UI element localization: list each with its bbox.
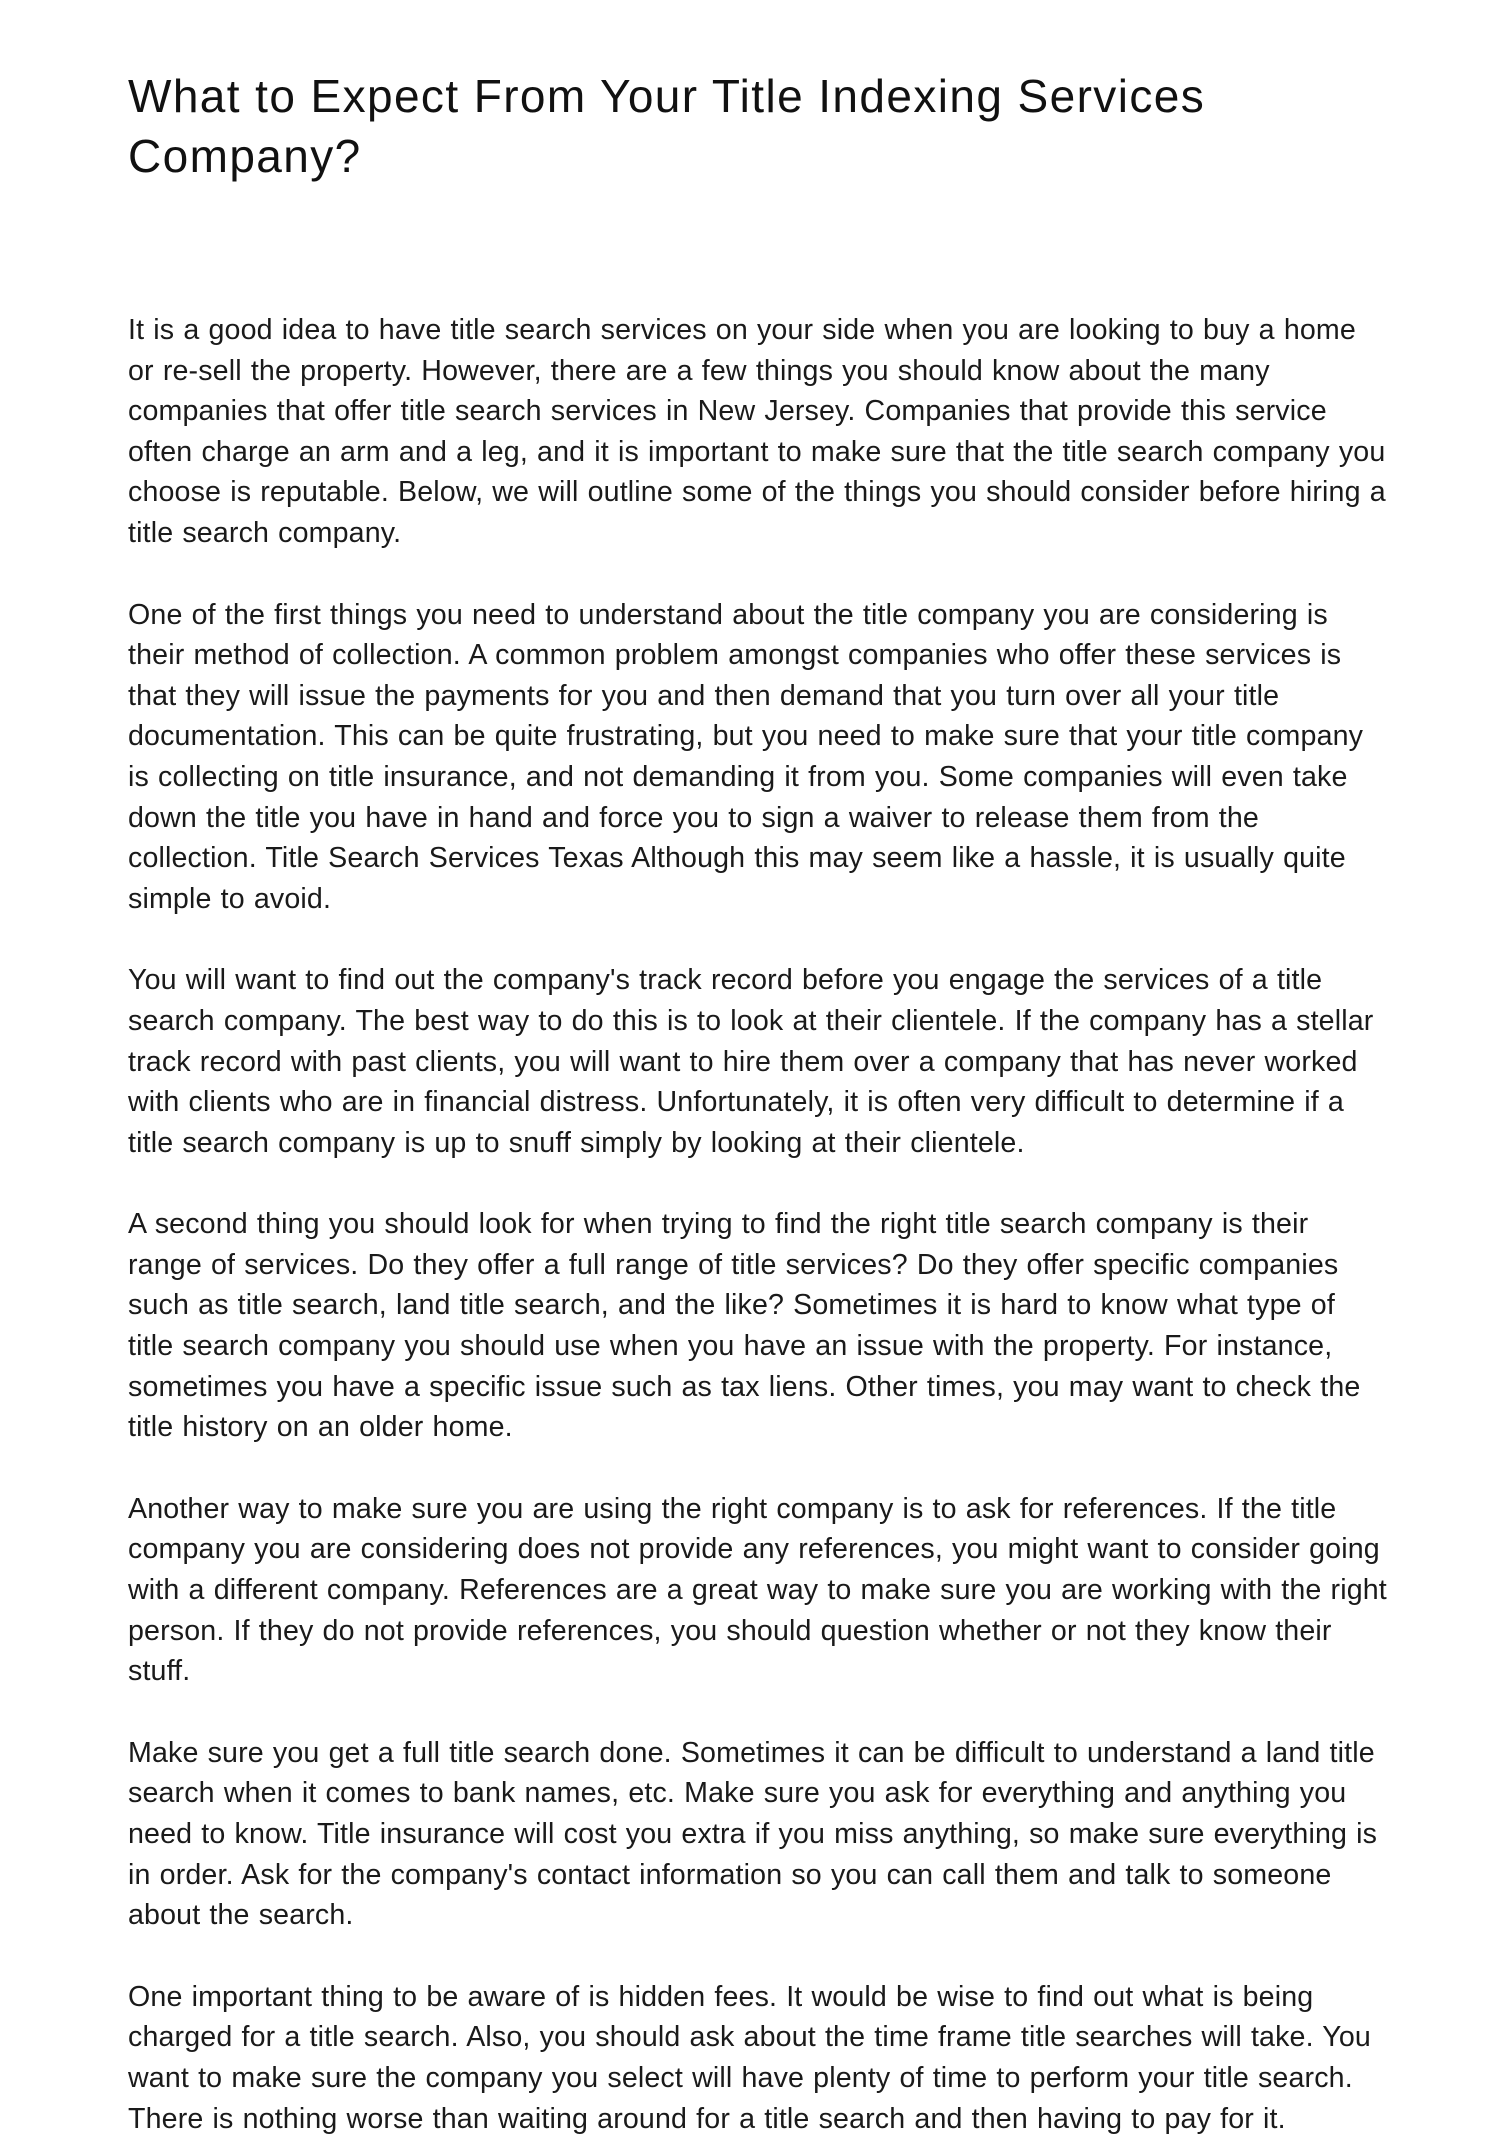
paragraph-7: One important thing to be aware of is hidden fees. It would be wise to find out what is being charged for a title search. Also, you should ask about the time frame title searches will take. You want to make sure the company you select will have plenty of time to perform your title search. There is nothing worse than waiting around for a title search and then having to pay for it. <box>128 1980 1371 2135</box>
paragraph-4: A second thing you should look for when trying to find the right title search company is their range of services. Do they offer a full range of title services? Do they offer specific companies such as title search, land title search, and the like? Sometimes it is hard to know what type of title search company you should use when you have an issue with the property. For instance, sometimes you have a specific issue such as tax liens. Other times, you may want to check the title history on an older home. <box>128 1208 1361 1444</box>
paragraph-3: You will want to find out the company's track record before you engage the services of a title search company. The best way to do this is to look at their clientele. If the company has a stellar track record with past clients, you will want to hire them over a company that has never worked with clients who are in financial distress. Unfortunately, it is often very difficult to determine if a title search company is up to snuff simply by looking at their clientele. <box>128 964 1374 1159</box>
paragraph-1: It is a good idea to have title search services on your side when you are looking to buy a home or re-sell the property. However, there are a few things you should know about the many companies that offer title search services in New Jersey. Companies that provide this service often charge an arm and a leg, and it is important to make sure that the title search company you choose is reputable. Below, we will outline some of the things you should consider before hiring a title search company. <box>128 314 1386 549</box>
document-body <box>128 310 1388 2139</box>
document-page <box>128 66 1388 2139</box>
paragraph-5: Another way to make sure you are using the right company is to ask for references. If the title company you are considering does not provide any references, you might want to consider going with a different company. References are a great way to make sure you are working with the right person. If they do not provide references, you should question whether or not they know their stuff. <box>128 1492 1387 1688</box>
paragraph-6: Make sure you get a full title search done. Sometimes it can be difficult to understand a land title search when it comes to bank names, etc. Make sure you ask for everything and anything you need to know. Title insurance will cost you extra if you miss anything, so make sure everything is in order. Ask for the company's contact information so you can call them and talk to someone about the search. <box>128 1736 1378 1932</box>
paragraph-2: One of the first things you need to understand about the title company you are considering is their method of collection. A common problem amongst companies who offer these services is that they will issue the payments for you and then demand that you turn over all your title documentation. This can be quite frustrating, but you need to make sure that your title company is collecting on title insurance, and not demanding it from you. Some companies will even take down the title you have in hand and force you to sign a waiver to release them from the collection. Title Search Services Texas Although this may seem like a hassle, it is usually quite simple to avoid. <box>128 598 1364 915</box>
document-title: What to Expect From Your Title Indexing Services Company? <box>128 70 1206 182</box>
